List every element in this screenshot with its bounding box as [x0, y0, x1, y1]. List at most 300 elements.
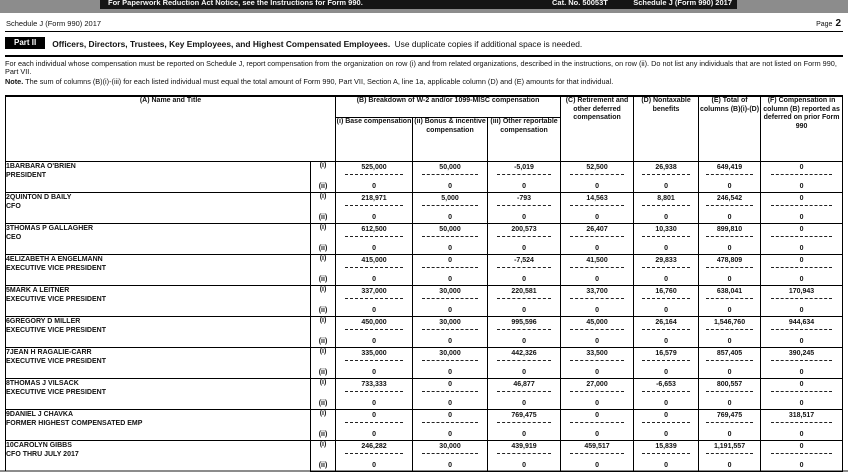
col-header-name-title: (A) Name and Title: [6, 96, 336, 162]
value-cell: 30,000: [413, 440, 488, 461]
person-name-line: [6, 224, 310, 233]
value-cell: 1,191,557: [699, 440, 761, 461]
row-label-ii: (ii): [311, 461, 336, 472]
person-name-line: [6, 193, 310, 202]
row-label-i: (i): [311, 161, 336, 182]
value-cell: 0: [488, 275, 561, 286]
dashed-separator: [642, 422, 691, 423]
value-cell: 0: [413, 306, 488, 317]
value-cell: 638,041: [699, 285, 761, 306]
value-cell: 33,700: [561, 285, 634, 306]
value-cell: 899,810: [699, 223, 761, 244]
dashed-separator: [706, 329, 752, 330]
dashed-separator: [345, 236, 403, 237]
paperwork-notice-text: For Paperwork Reduction Act Notice, see the Instructions for Form 990.: [108, 0, 363, 7]
value-cell: 0: [413, 399, 488, 410]
value-cell: 0: [699, 461, 761, 472]
value-cell: 733,333: [336, 378, 413, 399]
value-cell: 5,000: [413, 192, 488, 213]
table-row-i: [6, 316, 843, 337]
value-cell: 0: [761, 223, 843, 244]
dashed-separator: [642, 329, 691, 330]
dashed-separator: [497, 360, 552, 361]
value-cell: 0: [761, 275, 843, 286]
value-cell: 0: [634, 275, 699, 286]
row-label-ii: (ii): [311, 430, 336, 441]
dashed-separator: [570, 329, 625, 330]
row-label-i: (i): [311, 254, 336, 275]
value-cell: 0: [413, 254, 488, 275]
person-name-title-cell: [6, 223, 311, 254]
dashed-separator: [497, 174, 552, 175]
table-header: [6, 96, 843, 162]
row-label-i: (i): [311, 316, 336, 337]
value-cell: 1,546,760: [699, 316, 761, 337]
value-cell: 0: [634, 244, 699, 255]
person-name-line: [6, 379, 310, 388]
page-indicator: [816, 19, 841, 28]
page-word: Page: [816, 21, 833, 28]
dashed-separator: [570, 360, 625, 361]
dashed-separator: [497, 298, 552, 299]
dashed-separator: [771, 267, 833, 268]
value-cell: 0: [336, 368, 413, 379]
value-cell: 0: [634, 368, 699, 379]
value-cell: 0: [413, 378, 488, 399]
row-label-ii: (ii): [311, 306, 336, 317]
row-label-i: (i): [311, 223, 336, 244]
dashed-separator: [497, 391, 552, 392]
row-label-i: (i): [311, 440, 336, 461]
value-cell: 335,000: [336, 347, 413, 368]
value-cell: 246,542: [699, 192, 761, 213]
value-cell: 0: [488, 244, 561, 255]
value-cell: 29,833: [634, 254, 699, 275]
dashed-separator: [497, 453, 552, 454]
row-label-ii: (ii): [311, 213, 336, 224]
dashed-separator: [642, 453, 691, 454]
value-cell: 0: [488, 461, 561, 472]
dashed-separator: [771, 174, 833, 175]
row-label-ii: (ii): [311, 244, 336, 255]
col-header-other: (iii) Other reportable compensation: [488, 117, 561, 161]
dashed-separator: [570, 174, 625, 175]
table-row-i: [6, 192, 843, 213]
value-cell: 0: [699, 244, 761, 255]
row-number: 5: [6, 286, 10, 294]
value-cell: 0: [336, 430, 413, 441]
value-cell: 0: [488, 306, 561, 317]
value-cell: 26,938: [634, 161, 699, 182]
value-cell: 0: [561, 244, 634, 255]
value-cell: 15,839: [634, 440, 699, 461]
col-header-deferred-prior: (F) Compensation in column (B) reported as deferred on prior Form 990: [761, 96, 843, 162]
value-cell: -5,019: [488, 161, 561, 182]
row-label-i: (i): [311, 378, 336, 399]
value-cell: 450,000: [336, 316, 413, 337]
value-cell: 439,919: [488, 440, 561, 461]
value-cell: 170,943: [761, 285, 843, 306]
person-name: BARBARA O'BRIEN: [9, 162, 76, 170]
dashed-separator: [570, 205, 625, 206]
value-cell: 769,475: [488, 409, 561, 430]
value-cell: 944,634: [761, 316, 843, 337]
dashed-separator: [422, 422, 478, 423]
value-cell: 26,164: [634, 316, 699, 337]
dashed-separator: [771, 236, 833, 237]
dashed-separator: [497, 267, 552, 268]
value-cell: 0: [488, 182, 561, 193]
person-title: EXECUTIVE VICE PRESIDENT: [6, 388, 106, 396]
person-name: ELIZABETH A ENGELMANN: [9, 255, 103, 263]
dashed-separator: [771, 360, 833, 361]
dashed-separator: [570, 422, 625, 423]
value-cell: 27,000: [561, 378, 634, 399]
dashed-separator: [497, 236, 552, 237]
dashed-separator: [771, 422, 833, 423]
col-header-b-group: (B) Breakdown of W-2 and/or 1099-MISC compensation: [336, 96, 561, 118]
person-name-title-cell: [6, 347, 311, 378]
value-cell: 52,500: [561, 161, 634, 182]
value-cell: 0: [699, 399, 761, 410]
table-row-i: [6, 409, 843, 430]
row-number: 2: [6, 193, 10, 201]
part2-label: Part II: [5, 37, 45, 50]
note-line: [5, 78, 843, 87]
person-name: THOMAS J VILSACK: [9, 379, 79, 387]
value-cell: 45,000: [561, 316, 634, 337]
row-label-i: (i): [311, 409, 336, 430]
person-name: THOMAS P GALLAGHER: [9, 224, 94, 232]
dashed-separator: [497, 205, 552, 206]
dashed-separator: [642, 267, 691, 268]
dashed-separator: [497, 422, 552, 423]
dashed-separator: [706, 236, 752, 237]
dashed-separator: [642, 298, 691, 299]
value-cell: 0: [336, 399, 413, 410]
person-name: QUINTON D BAILY: [9, 193, 72, 201]
value-cell: 525,000: [336, 161, 413, 182]
value-cell: 0: [413, 461, 488, 472]
dashed-separator: [422, 453, 478, 454]
value-cell: -7,524: [488, 254, 561, 275]
schedule-label: Schedule J (Form 990) 2017: [6, 19, 102, 28]
value-cell: -793: [488, 192, 561, 213]
value-cell: -6,653: [634, 378, 699, 399]
table-row-i: [6, 378, 843, 399]
value-cell: 246,282: [336, 440, 413, 461]
dashed-separator: [771, 391, 833, 392]
value-cell: 0: [761, 440, 843, 461]
dashed-separator: [345, 205, 403, 206]
value-cell: 0: [634, 182, 699, 193]
person-name-line: [6, 162, 310, 171]
row-number: 4: [6, 255, 10, 263]
value-cell: 0: [336, 213, 413, 224]
value-cell: 0: [488, 399, 561, 410]
value-cell: 0: [761, 182, 843, 193]
dashed-separator: [570, 267, 625, 268]
row-label-i: (i): [311, 285, 336, 306]
person-title: EXECUTIVE VICE PRESIDENT: [6, 357, 106, 365]
dashed-separator: [345, 329, 403, 330]
person-name: CAROLYN GIBBS: [13, 441, 72, 449]
dashed-separator: [345, 298, 403, 299]
person-name-line: [6, 441, 310, 450]
value-cell: 0: [336, 244, 413, 255]
person-title: FORMER HIGHEST COMPENSATED EMP: [6, 419, 143, 427]
dashed-separator: [706, 267, 752, 268]
row-label-ii: (ii): [311, 182, 336, 193]
value-cell: 0: [413, 368, 488, 379]
person-title: EXECUTIVE VICE PRESIDENT: [6, 295, 106, 303]
value-cell: 0: [413, 213, 488, 224]
value-cell: 0: [761, 192, 843, 213]
dashed-separator: [706, 422, 752, 423]
table-body: [6, 161, 843, 471]
value-cell: 0: [561, 399, 634, 410]
value-cell: 857,405: [699, 347, 761, 368]
value-cell: 30,000: [413, 316, 488, 337]
value-cell: 0: [699, 430, 761, 441]
row-number: 8: [6, 379, 10, 387]
value-cell: 0: [413, 409, 488, 430]
dashed-separator: [706, 298, 752, 299]
value-cell: 26,407: [561, 223, 634, 244]
value-cell: 0: [699, 337, 761, 348]
value-cell: 0: [561, 275, 634, 286]
page-number: 2: [835, 18, 841, 29]
value-cell: 0: [761, 368, 843, 379]
dashed-separator: [422, 360, 478, 361]
person-title: EXECUTIVE VICE PRESIDENT: [6, 326, 106, 334]
col-header-base: (i) Base compensation: [336, 117, 413, 161]
table-row-i: [6, 440, 843, 461]
value-cell: 442,326: [488, 347, 561, 368]
row-label-ii: (ii): [311, 275, 336, 286]
col-header-retirement: (C) Retirement and other deferred compensation: [561, 96, 634, 162]
value-cell: 0: [336, 337, 413, 348]
value-cell: 995,596: [488, 316, 561, 337]
value-cell: 0: [488, 213, 561, 224]
dashed-separator: [422, 391, 478, 392]
value-cell: 0: [634, 399, 699, 410]
value-cell: 0: [699, 213, 761, 224]
dashed-separator: [642, 236, 691, 237]
person-name-title-cell: [6, 440, 311, 471]
value-cell: 649,419: [699, 161, 761, 182]
value-cell: 0: [488, 430, 561, 441]
person-name-line: [6, 255, 310, 264]
value-cell: 337,000: [336, 285, 413, 306]
value-cell: 16,760: [634, 285, 699, 306]
value-cell: 0: [761, 430, 843, 441]
person-name: DANIEL J CHAVKA: [9, 410, 74, 418]
form-page: [0, 13, 848, 470]
table-row-i: [6, 223, 843, 244]
catalog-number-text: Cat. No. 50053T: [552, 0, 608, 7]
person-title: CFO THRU JULY 2017: [6, 450, 79, 458]
dashed-separator: [422, 267, 478, 268]
note-label: Note.: [5, 77, 24, 86]
value-cell: 0: [699, 306, 761, 317]
dashed-separator: [345, 422, 403, 423]
value-cell: 0: [488, 368, 561, 379]
col-header-total: (E) Total of columns (B)(i)-(D): [699, 96, 761, 162]
value-cell: 0: [561, 306, 634, 317]
value-cell: 0: [699, 182, 761, 193]
value-cell: 14,563: [561, 192, 634, 213]
row-number: 9: [6, 410, 10, 418]
person-name: JEAN H RAGALIE-CARR: [9, 348, 92, 356]
row-number: 3: [6, 224, 10, 232]
value-cell: 0: [336, 306, 413, 317]
value-cell: 10,330: [634, 223, 699, 244]
value-cell: 478,809: [699, 254, 761, 275]
table-row-i: [6, 161, 843, 182]
value-cell: 50,000: [413, 161, 488, 182]
value-cell: 0: [761, 244, 843, 255]
dashed-separator: [706, 391, 752, 392]
person-title: CEO: [6, 233, 22, 241]
value-cell: 390,245: [761, 347, 843, 368]
value-cell: 0: [561, 337, 634, 348]
value-cell: 0: [413, 182, 488, 193]
person-name-line: [6, 410, 310, 419]
person-name-title-cell: [6, 161, 311, 192]
value-cell: 415,000: [336, 254, 413, 275]
dashed-separator: [345, 360, 403, 361]
value-cell: 0: [413, 244, 488, 255]
value-cell: 0: [336, 461, 413, 472]
dashed-separator: [570, 236, 625, 237]
row-label-ii: (ii): [311, 337, 336, 348]
value-cell: 0: [634, 461, 699, 472]
dashed-separator: [422, 298, 478, 299]
value-cell: 30,000: [413, 285, 488, 306]
dashed-separator: [422, 236, 478, 237]
value-cell: 0: [413, 275, 488, 286]
part2-title: Officers, Directors, Trustees, Key Employees, and Highest Compensated Employees.: [52, 39, 391, 49]
dashed-separator: [771, 453, 833, 454]
row-number: 7: [6, 348, 10, 356]
part2-subtitle: Use duplicate copies if additional space is needed.: [394, 39, 583, 49]
value-cell: 800,557: [699, 378, 761, 399]
col-header-bonus: (ii) Bonus & incentive compensation: [413, 117, 488, 161]
value-cell: 50,000: [413, 223, 488, 244]
person-name-line: [6, 286, 310, 295]
instructions-text: For each individual whose compensation must be reported on Schedule J, report compensation from the organization on row (i) and from related organizations, described in the instructions, on row (ii). Do not list any individuals that are not listed on Form 990, Part VII.: [5, 58, 837, 77]
dashed-separator: [422, 174, 478, 175]
part2-heading: [52, 34, 582, 52]
value-cell: 16,579: [634, 347, 699, 368]
dashed-separator: [642, 360, 691, 361]
table-row-i: [6, 347, 843, 368]
previous-page-footer: [100, 0, 737, 9]
row-number: 10: [6, 441, 14, 449]
dashed-separator: [706, 205, 752, 206]
person-title: CFO: [6, 202, 21, 210]
value-cell: 0: [761, 306, 843, 317]
dashed-separator: [771, 329, 833, 330]
value-cell: 0: [561, 461, 634, 472]
dashed-separator: [570, 298, 625, 299]
table-row-i: [6, 285, 843, 306]
value-cell: 0: [761, 161, 843, 182]
value-cell: 0: [761, 461, 843, 472]
value-cell: 769,475: [699, 409, 761, 430]
value-cell: 0: [634, 430, 699, 441]
value-cell: 200,573: [488, 223, 561, 244]
person-name-title-cell: [6, 316, 311, 347]
value-cell: 0: [761, 254, 843, 275]
dashed-separator: [497, 329, 552, 330]
value-cell: 612,500: [336, 223, 413, 244]
person-name-title-cell: [6, 378, 311, 409]
value-cell: 0: [761, 213, 843, 224]
person-name-title-cell: [6, 409, 311, 440]
value-cell: 0: [413, 337, 488, 348]
value-cell: 0: [336, 182, 413, 193]
value-cell: 0: [336, 409, 413, 430]
part2-title-bar: [5, 32, 843, 57]
person-title: EXECUTIVE VICE PRESIDENT: [6, 264, 106, 272]
dashed-separator: [771, 205, 833, 206]
value-cell: 41,500: [561, 254, 634, 275]
value-cell: 0: [561, 409, 634, 430]
value-cell: 0: [761, 378, 843, 399]
value-cell: 46,877: [488, 378, 561, 399]
value-cell: 0: [699, 368, 761, 379]
value-cell: 0: [761, 337, 843, 348]
row-label-ii: (ii): [311, 399, 336, 410]
prev-schedule-label: Schedule J (Form 990) 2017: [633, 0, 732, 7]
value-cell: 0: [561, 182, 634, 193]
value-cell: 318,517: [761, 409, 843, 430]
person-name: MARK A LEITNER: [9, 286, 70, 294]
col-header-nontaxable: (D) Nontaxable benefits: [634, 96, 699, 162]
person-title: PRESIDENT: [6, 171, 47, 179]
value-cell: 0: [761, 399, 843, 410]
value-cell: 8,801: [634, 192, 699, 213]
value-cell: 0: [561, 213, 634, 224]
value-cell: 0: [634, 337, 699, 348]
value-cell: 0: [634, 213, 699, 224]
value-cell: 0: [336, 275, 413, 286]
value-cell: 459,517: [561, 440, 634, 461]
dashed-separator: [570, 453, 625, 454]
dashed-separator: [706, 174, 752, 175]
person-name-title-cell: [6, 254, 311, 285]
dashed-separator: [422, 329, 478, 330]
value-cell: 220,581: [488, 285, 561, 306]
dashed-separator: [345, 174, 403, 175]
person-name-line: [6, 348, 310, 357]
dashed-separator: [422, 205, 478, 206]
dashed-separator: [771, 298, 833, 299]
value-cell: 0: [699, 275, 761, 286]
row-number: 6: [6, 317, 10, 325]
dashed-separator: [706, 360, 752, 361]
dashed-separator: [345, 267, 403, 268]
value-cell: 0: [561, 368, 634, 379]
value-cell: 0: [488, 337, 561, 348]
person-name-title-cell: [6, 285, 311, 316]
dashed-separator: [642, 391, 691, 392]
dashed-separator: [706, 453, 752, 454]
person-name-title-cell: [6, 192, 311, 223]
compensation-table: [5, 95, 843, 472]
